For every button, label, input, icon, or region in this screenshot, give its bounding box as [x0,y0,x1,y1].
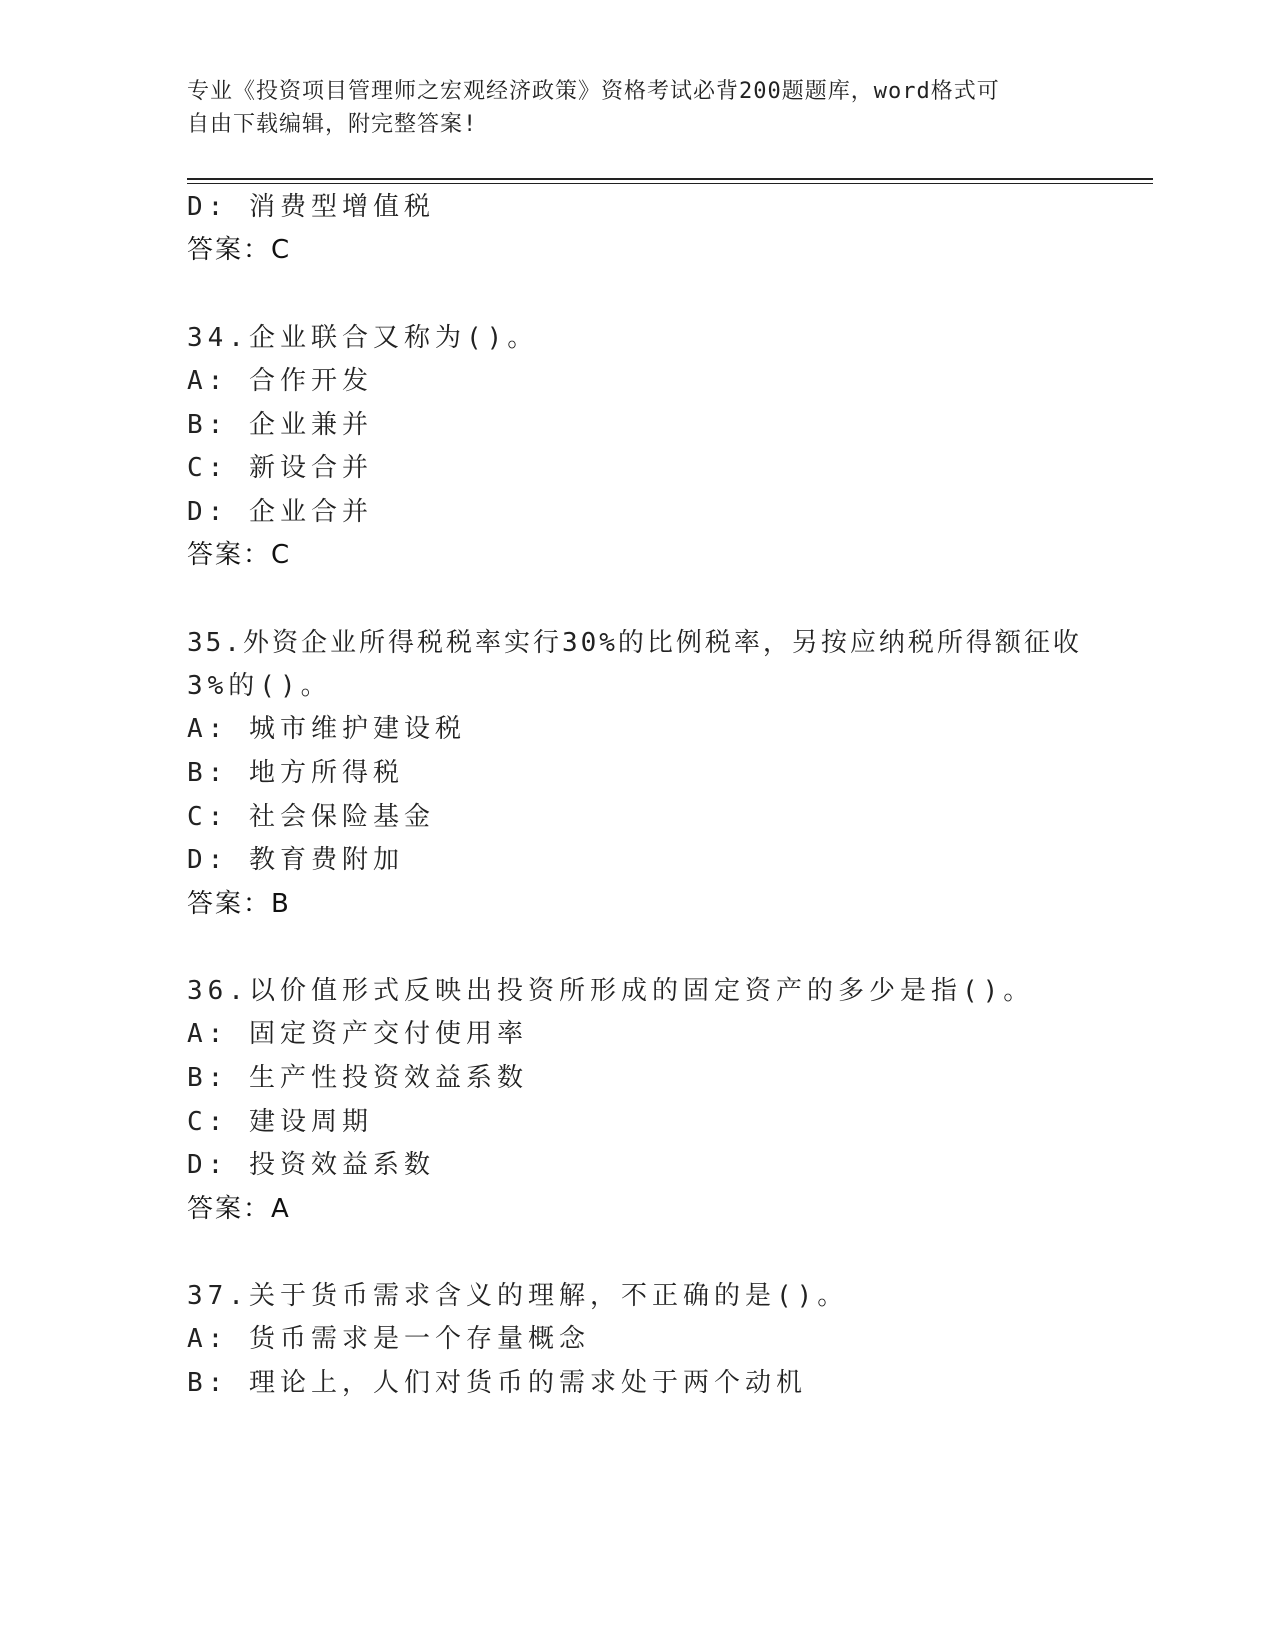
q33-option-d: D: 消费型增值税 [187,192,435,222]
q34-option-b: B: 企业兼并 [187,410,373,440]
q35-stem-line-1: 35.外资企业所得税税率实行30%的比例税率，另按应纳税所得额征收 [187,628,1082,658]
header-divider-thin [187,183,1153,184]
q35-stem-line-2: 3%的()。 [187,671,332,701]
q34-option-c: C: 新设合并 [187,453,373,483]
q34-option-a: A: 合作开发 [187,366,373,396]
q36-answer: 答案：A [187,1194,291,1224]
q36-stem: 36.以价值形式反映出投资所形成的固定资产的多少是指()。 [187,976,1035,1006]
header-divider-thick [187,178,1153,180]
q34-stem: 34.企业联合又称为()。 [187,323,539,353]
header-line-2: 自由下载编辑，附完整答案! [187,112,478,137]
q35-answer: 答案：B [187,889,291,919]
q37-stem: 37.关于货币需求含义的理解，不正确的是()。 [187,1281,849,1311]
q37-option-b: B: 理论上，人们对货币的需求处于两个动机 [187,1368,807,1398]
q36-option-d: D: 投资效益系数 [187,1150,435,1180]
page-header [187,75,1067,141]
q35-option-c: C: 社会保险基金 [187,802,435,832]
q34-option-d: D: 企业合并 [187,497,373,527]
q35-option-a: A: 城市维护建设税 [187,714,466,744]
q36-option-c: C: 建设周期 [187,1107,373,1137]
q37-option-a: A: 货币需求是一个存量概念 [187,1324,590,1354]
q34-answer: 答案：C [187,540,292,570]
header-line-1: 专业《投资项目管理师之宏观经济政策》资格考试必背200题题库，word格式可 [187,79,1000,104]
q33-answer: 答案：C [187,235,292,265]
q36-option-b: B: 生产性投资效益系数 [187,1063,528,1093]
q35-option-b: B: 地方所得税 [187,758,404,788]
q36-option-a: A: 固定资产交付使用率 [187,1019,528,1049]
q35-option-d: D: 教育费附加 [187,845,404,875]
